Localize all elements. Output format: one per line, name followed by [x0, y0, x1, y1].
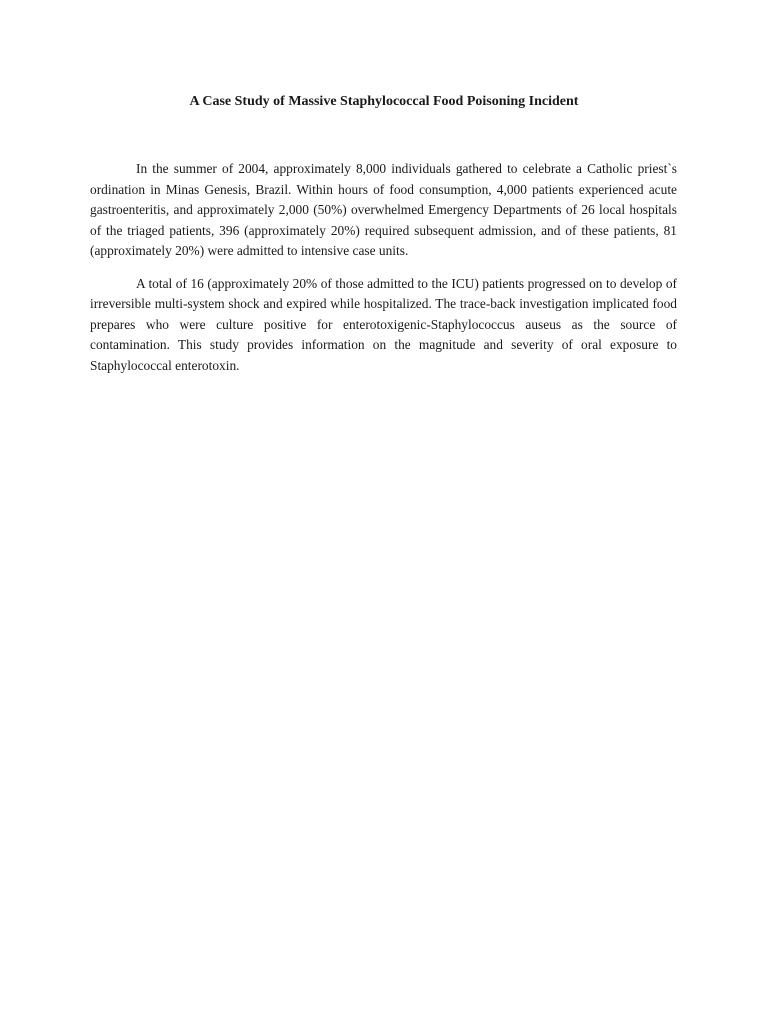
- paragraph-1: In the summer of 2004, approximately 8,000 individuals gathered to celebrate a Catholic priest`s ordination in Minas Genesis, Brazil. Within hours of food consumption, 4,000 patients experienced acute gastroenteritis, and approximately 2,000 (50%) overwhelmed Emergency Departments of 26 local hospitals of the triaged patients, 396 (approximately 20%) required subsequent admission, and of these patients, 81 (approximately 20%) were admitted to intensive case units.: [90, 161, 677, 258]
- paragraph-2: A total of 16 (approximately 20% of those admitted to the ICU) patients progressed on to develop of irreversible multi-system shock and expired while hospitalized. The trace-back investigation implicated food prepares who were culture positive for enterotoxigenic-Staphylococcus auseus as the source of contamination. This study provides information on the magnitude and severity of oral exposure to Staphylococcal enterotoxin.: [90, 275, 677, 373]
- document-body: [90, 159, 677, 388]
- document-title: A Case Study of Massive Staphylococcal Food Poisoning Incident: [189, 94, 579, 109]
